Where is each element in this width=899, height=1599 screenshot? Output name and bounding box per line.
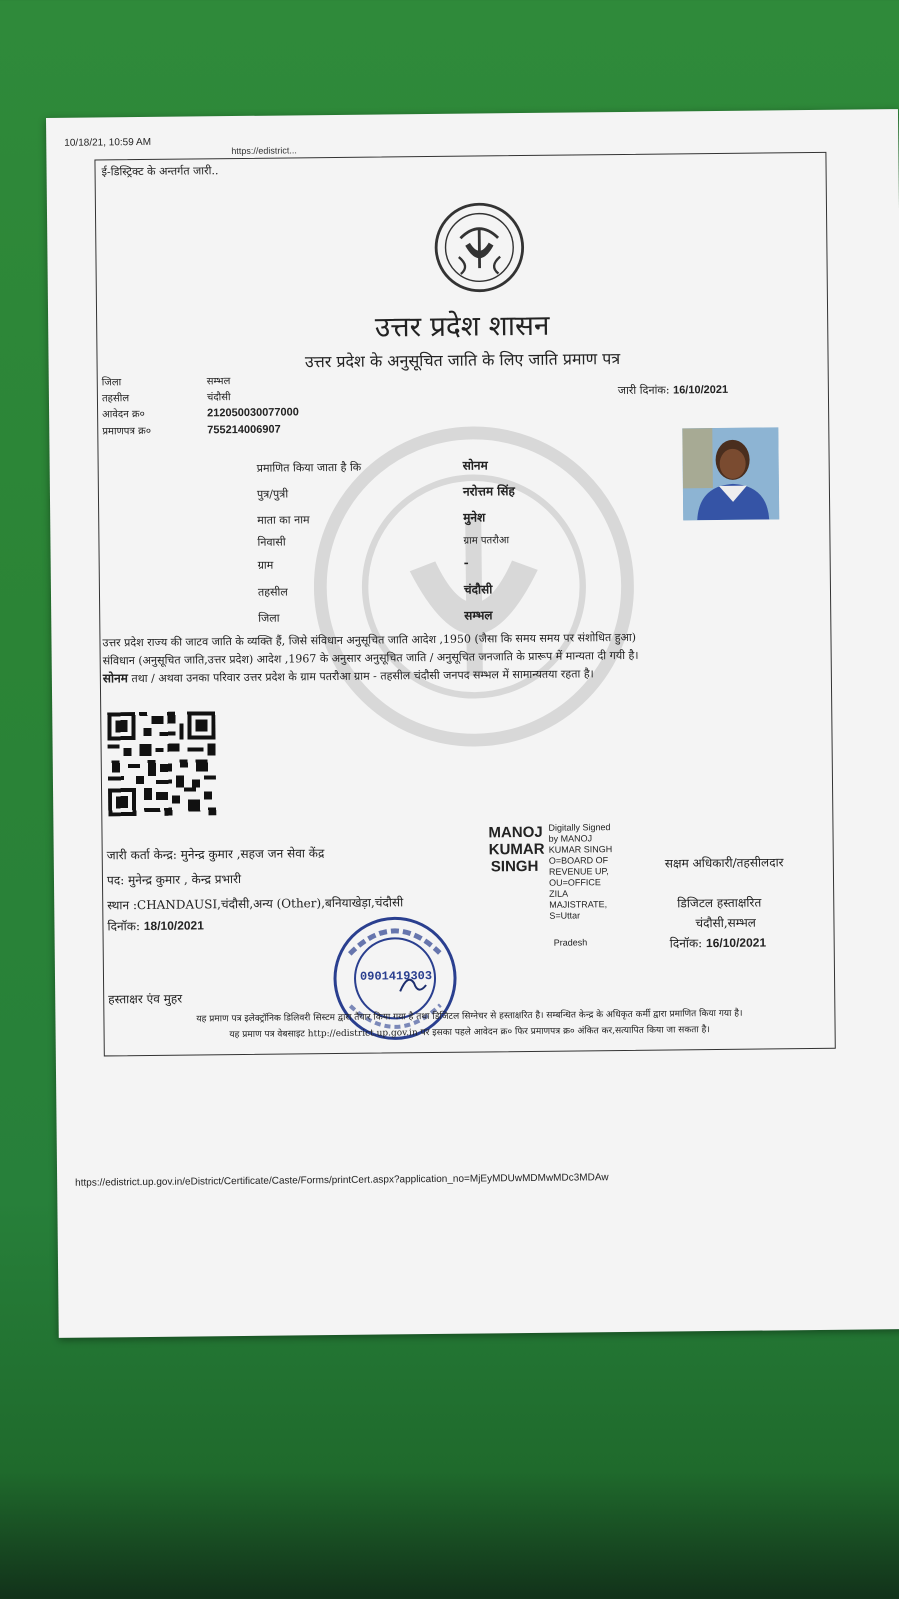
detail-row (258, 556, 469, 573)
qr-code-icon (107, 711, 216, 816)
digital-signature-details (548, 822, 639, 922)
detail-label: जिला (258, 611, 280, 625)
detail-row (257, 456, 488, 475)
detail-value: मुनेश (463, 510, 486, 525)
officer-date-label: दिनॉक: (669, 936, 703, 951)
header-field-district (102, 373, 231, 388)
print-datetime: 10/18/21, 10:59 AM (64, 136, 152, 149)
certificate-subtitle: उत्तर प्रदेश के अनुसूचित जाति के लिए जाति प्रमाण पत्र (304, 349, 621, 372)
body-name: सोनम (102, 671, 129, 686)
applicant-photo (682, 427, 779, 520)
certificate-frame (94, 152, 835, 1057)
sig-detail-line: ZILA (549, 888, 569, 899)
issuer-center: जारी कर्ता केन्द्र: मुनेन्द्र कुमार ,सहज जन सेवा केंद्र (106, 846, 325, 863)
header-field-certificate-no (102, 422, 281, 438)
up-emblem-icon (432, 200, 527, 295)
sig-detail-line: Digitally Signed (548, 822, 611, 833)
detail-label: प्रमाणित किया जाता है कि (256, 460, 362, 475)
officer-place: चंदौसी,सम्भल (695, 915, 756, 931)
left-date (107, 916, 204, 934)
detail-value: नरोत्तम सिंह (462, 484, 515, 499)
header-label: प्रमाणपत्र क्र० (102, 425, 152, 438)
print-footer-url: https://edistrict.up.gov.in/eDistrict/Certificate/Caste/Forms/printCert.aspx?application_no=MjEyMDUwMDMwMDc3MDAw (75, 1172, 609, 1189)
detail-row (258, 606, 492, 625)
officer-date (670, 934, 767, 952)
sig-detail-line: S=Uttar (549, 910, 581, 921)
detail-label: ग्राम (257, 558, 274, 572)
header-value: 755214006907 (207, 423, 281, 437)
header-value: चंदौसी (206, 392, 231, 404)
detail-label: तहसील (257, 585, 288, 599)
issuer-place: स्थान :CHANDAUSI,चंदौसी,अन्य (Other),बनियाखेड़ा,चंदौसी (107, 895, 404, 913)
officer-date-value: 16/10/2021 (705, 935, 767, 951)
detail-label: माता का नाम (257, 513, 310, 527)
sig-detail-line: REVENUE UP, (548, 866, 609, 877)
digital-signer-name (488, 824, 544, 876)
detail-value: ग्राम पतरौआ (463, 535, 510, 547)
sig-detail-line: OU=OFFICE (548, 877, 601, 888)
issue-date (618, 382, 728, 398)
sig-detail-line: by MANOJ (548, 833, 593, 844)
detail-value: चंदौसी (463, 582, 493, 597)
body-line-1: उत्तर प्रदेश राज्य की जाटव जाति के व्यक्ति हैं, जिसे संविधान अनुसूचित जाति आदेश ,1950 (जैसा कि समय समय पर संशोधित हुआ) (102, 630, 637, 650)
body-line-3-text: तथा / अथवा उनका परिवार उत्तर प्रदेश के ग्राम पतरौआ ग्राम - तहसील चंदौसी जनपद सम्भल में सामान्यतया रहता है। (127, 667, 594, 686)
issued-under-note: ई-डिस्ट्रिक्ट के अन्तर्गत जारी.. (101, 164, 219, 179)
header-value: 212050030077000 (207, 406, 299, 420)
stamp-number: 0901419303 (359, 969, 433, 984)
signer-name-line: SINGH (490, 857, 539, 876)
signer-name-line: KUMAR (488, 840, 545, 859)
left-date-label: दिनॉक: (107, 919, 141, 934)
issue-date-value: 16/10/2021 (672, 383, 729, 397)
certificate-paper (46, 109, 899, 1338)
detail-row (257, 532, 509, 550)
footer-line-2: यह प्रमाण पत्र वेबसाइट http://edistrict.up.gov.in पर इसका पहले आवेदन क्र० फिर प्रमाणपत्र क्र० अंकित कर,सत्यापित किया जा सकता है। (229, 1025, 710, 1041)
detail-label: पुत्र/पुत्री (256, 487, 289, 501)
detail-row (257, 508, 485, 527)
footer-line-1: यह प्रमाण पत्र इलेक्ट्रॉनिक डिलिवरी सिस्टम द्वारा तैयार किया गया है तथा डिजिटल सिग्नेचर से हस्ताक्षरित है। सम्बन्धित केन्द्र के अधिकृत कर्मी द्वारा प्रमाणित किया गया है। (196, 1008, 743, 1025)
header-label: तहसील (101, 393, 130, 405)
header-field-application-no (102, 404, 299, 420)
sig-detail-pradesh: Pradesh (553, 937, 588, 948)
print-url-top: https://edistrict... (231, 145, 297, 157)
header-label: जिला (101, 377, 122, 389)
detail-value: सम्भल (464, 608, 493, 623)
left-date-value: 18/10/2021 (143, 918, 204, 934)
detail-value: सोनम (462, 458, 488, 473)
officer-digital-sign: डिजिटल हस्ताक्षरित (677, 895, 762, 911)
detail-row (258, 580, 492, 599)
detail-value: - (463, 555, 469, 570)
signer-name-line: MANOJ (488, 823, 543, 842)
body-line-2: संविधान (अनुसूचित जाति,उत्तर प्रदेश) आदेश ,1967 के अनुसार अनुसूचित जाति / अनुसूचित जनजाति के प्रारूप में मान्यता दी गयी है। (102, 648, 639, 668)
issuer-post: पद: मुनेन्द्र कुमार , केन्द्र प्रभारी (106, 871, 242, 888)
sig-detail-line: O=BOARD OF (548, 855, 609, 866)
issue-date-label: जारी दिनांक: (617, 383, 670, 398)
header-label: आवेदन क्र० (102, 408, 145, 421)
person-photo-icon (682, 427, 779, 520)
header-value: सम्भल (206, 376, 231, 388)
officer-title: सक्षम अधिकारी/तहसीलदार (664, 855, 784, 871)
sig-detail-line: KUMAR SINGH (548, 844, 613, 855)
detail-label: निवासी (257, 535, 286, 549)
detail-row (257, 482, 515, 502)
sig-detail-line: MAJISTRATE, (549, 899, 608, 910)
certificate-title: उत्तर प्रदेश शासन (374, 308, 550, 344)
sign-and-seal-label: हस्ताक्षर एंव मुहर (108, 991, 183, 1007)
header-field-tehsil (102, 389, 231, 404)
